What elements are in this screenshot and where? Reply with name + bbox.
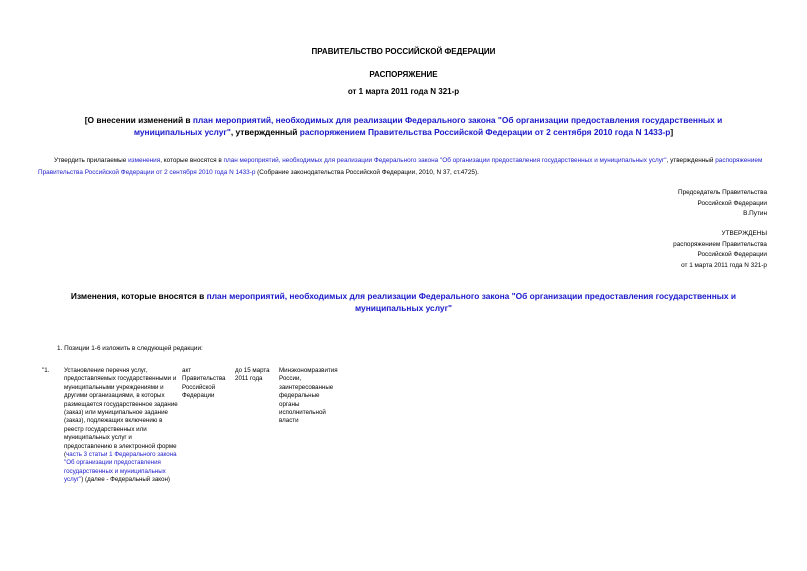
approved-line: от 1 марта 2011 года N 321-р: [681, 261, 767, 269]
heading-text: , утвержденный: [230, 126, 300, 137]
signature-name: В.Путин: [743, 210, 767, 217]
approved-line: Российской Федерации: [697, 251, 767, 258]
doc-date-number: от 1 марта 2011 года N 321-р: [347, 87, 460, 96]
desc-text: Установление перечня услуг, предоставляемых государственными и муниципальными учреждениями и другими организациями, в которых размещается государственное задание (заказ) или муниципальное задание (заказ), подлежащих включению в реестр государственных или муниципальных услуг и предоставлению в электронной форме (: [64, 367, 178, 459]
desc-text: ) (далее - Федеральный закон): [81, 476, 170, 484]
para-text: Утвердить прилагаемые: [54, 157, 129, 164]
signature-block: [678, 188, 767, 220]
row-description: [64, 367, 178, 485]
para-text: , утвержденный: [666, 157, 716, 164]
row-number: "1.: [42, 367, 50, 374]
heading-text: ]: [670, 126, 674, 137]
signature-line: Российской Федерации: [697, 199, 767, 207]
changes-link[interactable]: изменения: [128, 157, 161, 164]
plan-link[interactable]: план мероприятий, необходимых для реализации Федерального закона "Об организации предоставления государственных и муниципальных услуг": [223, 157, 667, 164]
changes-heading: [62, 291, 745, 314]
doc-type: РАСПОРЯЖЕНИЕ: [369, 70, 438, 79]
doc-heading: [62, 115, 745, 138]
signature-line: Председатель Правительства: [678, 189, 767, 196]
row-term: до 15 марта 2011 года: [235, 367, 270, 383]
approved-line: УТВЕРЖДЕНЫ: [721, 230, 767, 237]
order-1433-link[interactable]: распоряжением Правительства Российской Федерации от 2 сентября 2010 года N 1433-р: [38, 157, 763, 176]
point-1-text: 1. Позиции 1-6 изложить в следующей редакции:: [57, 345, 203, 352]
order-1433-link[interactable]: распоряжением Правительства Российской Федерации от 2 сентября 2010 года N 1433-р: [299, 126, 671, 137]
approved-line: распоряжением Правительства: [673, 240, 767, 248]
heading-text: Изменения, которые вносятся в: [70, 291, 207, 301]
para-text: (Собрание законодательства Российской Федерации, 2010, N 37, ст.4725).: [255, 168, 479, 176]
heading-text: [О внесении изменений в: [84, 115, 193, 125]
row-executors: Минэкономразвития России, заинтересованные федеральные органы исполнительной власти: [279, 367, 338, 425]
para-text: , которые вносятся в: [160, 157, 224, 164]
approve-paragraph: [38, 155, 778, 178]
plan-link[interactable]: план мероприятий, необходимых для реализации Федерального закона "Об организации предоставления государственных и муниципальных услуг": [206, 291, 737, 313]
law-article-link[interactable]: часть 3 статьи 1 Федерального закона "Об организации предоставления государственных и муниципальных услуг": [64, 451, 177, 484]
approved-block: [673, 229, 767, 271]
org-title: ПРАВИТЕЛЬСТВО РОССИЙСКОЙ ФЕДЕРАЦИИ: [311, 47, 496, 56]
plan-link[interactable]: план мероприятий, необходимых для реализации Федерального закона "Об организации предоставления государственных и муниципальных услуг": [133, 115, 723, 137]
row-form: акт Правительства Российской Федерации: [182, 367, 226, 400]
